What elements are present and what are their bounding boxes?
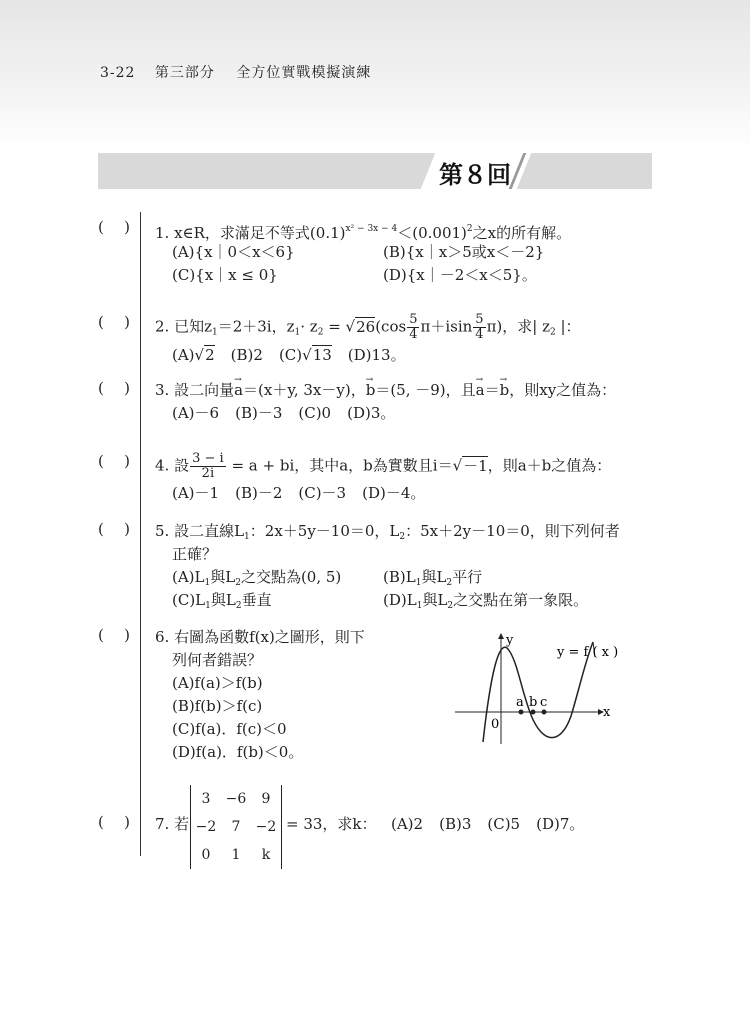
answer-column-divider — [140, 212, 141, 856]
section-label: 全方位實戰模擬演練 — [236, 65, 372, 81]
matrix-cell: −2 — [195, 819, 217, 835]
option-c: (C)f(a)．f(c)＜0 — [172, 720, 287, 738]
matrix-row — [191, 841, 281, 869]
option-d: (D)－4。 — [362, 484, 426, 502]
option-a: (A)√2 — [172, 346, 215, 364]
question-stem: 2. 已知$z_1=2+3i$，$z_1\cdot z_2 = √26(\cos$ $\frac{5}{4}$ π＋isin $\frac{5}{4}$ π)，求| $z_2$ |： — [155, 312, 581, 342]
point-b — [531, 710, 536, 715]
question-stem-continued: 列何者錯誤？ — [172, 651, 263, 669]
option-b: $(B)L_1$與$L_2$平行 — [383, 568, 483, 588]
answer-blank[interactable]: ( ) — [98, 813, 130, 831]
answer-blank[interactable]: ( ) — [98, 452, 130, 470]
option-a: (A)f(a)＞f(b) — [172, 674, 263, 692]
origin-label: 0 — [491, 717, 500, 732]
question-stem-prefix: 7. 若 — [155, 815, 190, 833]
answer-blank[interactable]: ( ) — [98, 520, 130, 538]
answer-blank[interactable]: ( ) — [98, 218, 130, 236]
option-b: (B)－3 — [235, 404, 283, 422]
matrix-row — [191, 785, 281, 813]
option-d: (D)7。 — [536, 815, 585, 833]
title-bar — [98, 153, 652, 189]
matrix-cell: 0 — [201, 847, 211, 863]
option-d: (D)f(a)．f(b)＜0。 — [172, 743, 304, 761]
option-c: (C)√13 — [278, 346, 332, 364]
matrix-cell: k — [261, 847, 271, 863]
option-d: (D){x｜－2＜x＜5}。 — [383, 266, 537, 284]
point-c — [542, 710, 547, 715]
question-stem-continued: 正確？ — [172, 545, 218, 563]
option-a: $(A)L_1$與$L_2$之交點為(0, 5) — [172, 568, 342, 588]
page-number: 3-22 — [100, 65, 136, 81]
fraction: $\frac{3 - i}{2i}$ — [192, 451, 224, 481]
option-a: (A)2 — [391, 815, 424, 833]
point-c-label: c — [540, 695, 548, 710]
matrix-row — [191, 813, 281, 841]
point-b-label: b — [529, 695, 538, 710]
matrix-cell: −2 — [255, 819, 277, 835]
question-stem-suffix: = 33，求k： — [286, 815, 377, 833]
question-stem: 1. x∈R，求滿足不等式$(0.1)^{x^2 - 3x - 4}<(0.001)^2$之x的所有解。 — [155, 224, 572, 242]
question-stem: 3. 設二向量→ a＝(x＋y, 3x－y)，→ b＝(5, －9)，且→ a＝→ b，則xy之值為： — [155, 379, 655, 402]
page-title: 第８回 — [439, 161, 511, 189]
question-stem: 5. 設二直線$L_1$：2x＋5y－10＝0，$L_2$：5x＋2y－10＝0，則下列何者 — [155, 522, 620, 542]
matrix-cell: −6 — [225, 791, 247, 807]
y-axis-label: y — [506, 633, 514, 648]
matrix-cell: 9 — [261, 791, 271, 807]
option-c: $(C)L_1$與$L_2$垂直 — [172, 591, 272, 611]
option-a: (A)－1 — [172, 484, 220, 502]
matrix-cell: 7 — [231, 819, 241, 835]
option-b: (B)2 — [230, 346, 263, 364]
part-label: 第三部分 — [154, 65, 215, 81]
option-a: (A)－6 — [172, 404, 220, 422]
function-label: y = f ( x ) — [557, 645, 619, 660]
option-c: (C)－3 — [298, 484, 347, 502]
x-axis-label: x — [603, 705, 611, 720]
fraction: $\frac{5}{4}$ — [475, 312, 484, 342]
answer-blank[interactable]: ( ) — [98, 379, 130, 397]
fraction: $\frac{5}{4}$ — [409, 312, 418, 342]
option-d: $(D)L_1$與$L_2$之交點在第一象限。 — [383, 591, 589, 611]
point-a-label: a — [516, 695, 524, 710]
option-d: (D)13。 — [347, 346, 406, 364]
question-stem: 4. 設 $\frac{3 - i}{2i}$ = a + bi，其中a，b為實數且i＝√－1，則a＋b之值為： — [155, 451, 612, 481]
option-b: (B){x｜x＞5或x＜－2} — [383, 243, 545, 261]
option-b: (B)f(b)＞f(c) — [172, 697, 263, 715]
option-a: (A){x｜0＜x＜6} — [172, 243, 295, 261]
matrix-cell: 3 — [201, 791, 211, 807]
option-c: (C){x｜x ≤ 0} — [172, 266, 278, 284]
option-b: (B)3 — [439, 815, 472, 833]
question-stem: 6. 右圖為函數f(x)之圖形，則下 — [155, 628, 365, 646]
option-d: (D)3。 — [347, 404, 396, 422]
answer-blank[interactable]: ( ) — [98, 313, 130, 331]
option-b: (B)－2 — [235, 484, 283, 502]
determinant-matrix — [190, 785, 282, 869]
running-header — [100, 62, 371, 82]
option-c: (C)0 — [298, 404, 332, 422]
function-graph — [455, 620, 625, 750]
option-c: (C)5 — [487, 815, 521, 833]
matrix-cell: 1 — [231, 847, 241, 863]
point-a — [519, 710, 524, 715]
answer-blank[interactable]: ( ) — [98, 626, 130, 644]
